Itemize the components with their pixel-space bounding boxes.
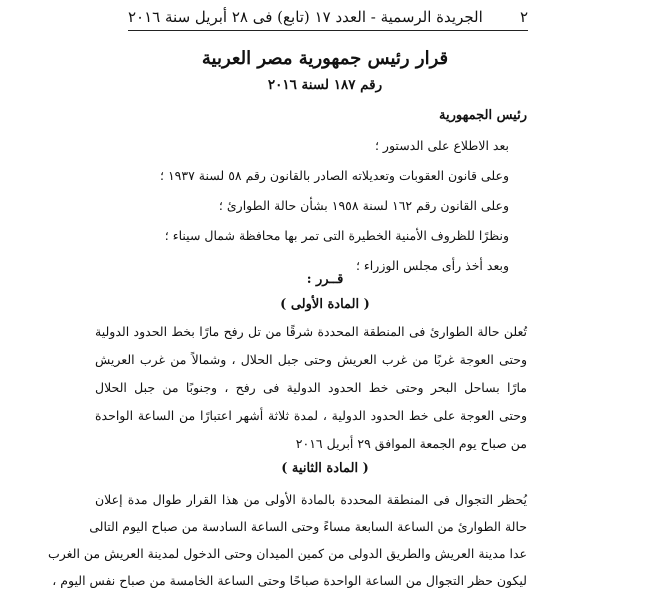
article-2-heading: ( المادة الثانية ) [281, 461, 369, 476]
article-1-line-5: من صباح يوم الجمعة الموافق ٢٩ أبريل ٢٠١٦ [295, 436, 527, 451]
page-header [128, 6, 528, 28]
recital-3: وعلى القانون رقم ١٦٢ لسنة ١٩٥٨ بشأن حالة الطوارئ ؛ [218, 198, 509, 213]
article-2-line-1: يُحظر التجوال فى المنطقة المحددة بالمادة الأولى من هذا القرار طوال مدة إعلان [95, 492, 527, 507]
article-2-line-2: حالة الطوارئ من الساعة السابعة مساءً وحتى الساعة السادسة من صباح اليوم التالى [89, 519, 527, 534]
recital-2: وعلى قانون العقوبات وتعديلاته الصادر بالقانون رقم ٥٨ لسنة ١٩٣٧ ؛ [160, 168, 509, 183]
article-1-line-3: مارًا بساحل البحر وحتى خط الحدود الدولية فى رفح ، وجنوبًا من جبل الحلال [95, 380, 527, 395]
recital-5: وبعد أخذ رأى مجلس الوزراء ؛ [355, 258, 509, 273]
header-divider [128, 30, 528, 31]
decided-heading: قــرر : [306, 272, 344, 287]
article-2-line-3: عدا مدينة العريش والطريق الدولى من كمين الميدان وحتى الدخول لمدينة العريش من الغرب [47, 546, 527, 561]
recital-1: بعد الاطلاع على الدستور ؛ [374, 138, 509, 153]
page-number: ٢ [519, 8, 528, 26]
decree-number: رقم ١٨٧ لسنة ٢٠١٦ [267, 77, 383, 93]
issuer-heading: رئيس الجمهورية [439, 108, 527, 123]
article-1-heading: ( المادة الأولى ) [280, 297, 370, 312]
decree-title: قرار رئيس جمهورية مصر العربية [201, 48, 449, 69]
recital-4: ونظرًا للظروف الأمنية الخطيرة التى تمر بها محافظة شمال سيناء ؛ [164, 228, 509, 243]
gazette-issue: الجريدة الرسمية - العدد ١٧ (تابع) فى ٢٨ أبريل سنة ٢٠١٦ [128, 8, 483, 26]
article-1-line-1: تُعلن حالة الطوارئ فى المنطقة المحددة شرقًا من تل رفح مارًا بخط الحدود الدولية [95, 324, 527, 339]
article-1-line-2: وحتى العوجة غربًا من غرب العريش وحتى جبل الحلال ، وشمالاً من غرب العريش [95, 352, 527, 367]
article-2-line-4: ليكون حظر التجوال من الساعة الواحدة صباحًا وحتى الساعة الخامسة من صباح نفس اليوم ، [52, 573, 527, 588]
article-1-line-4: وحتى العوجة على خط الحدود الدولية ، لمدة ثلاثة أشهر اعتبارًا من الساعة الواحدة [95, 408, 527, 423]
